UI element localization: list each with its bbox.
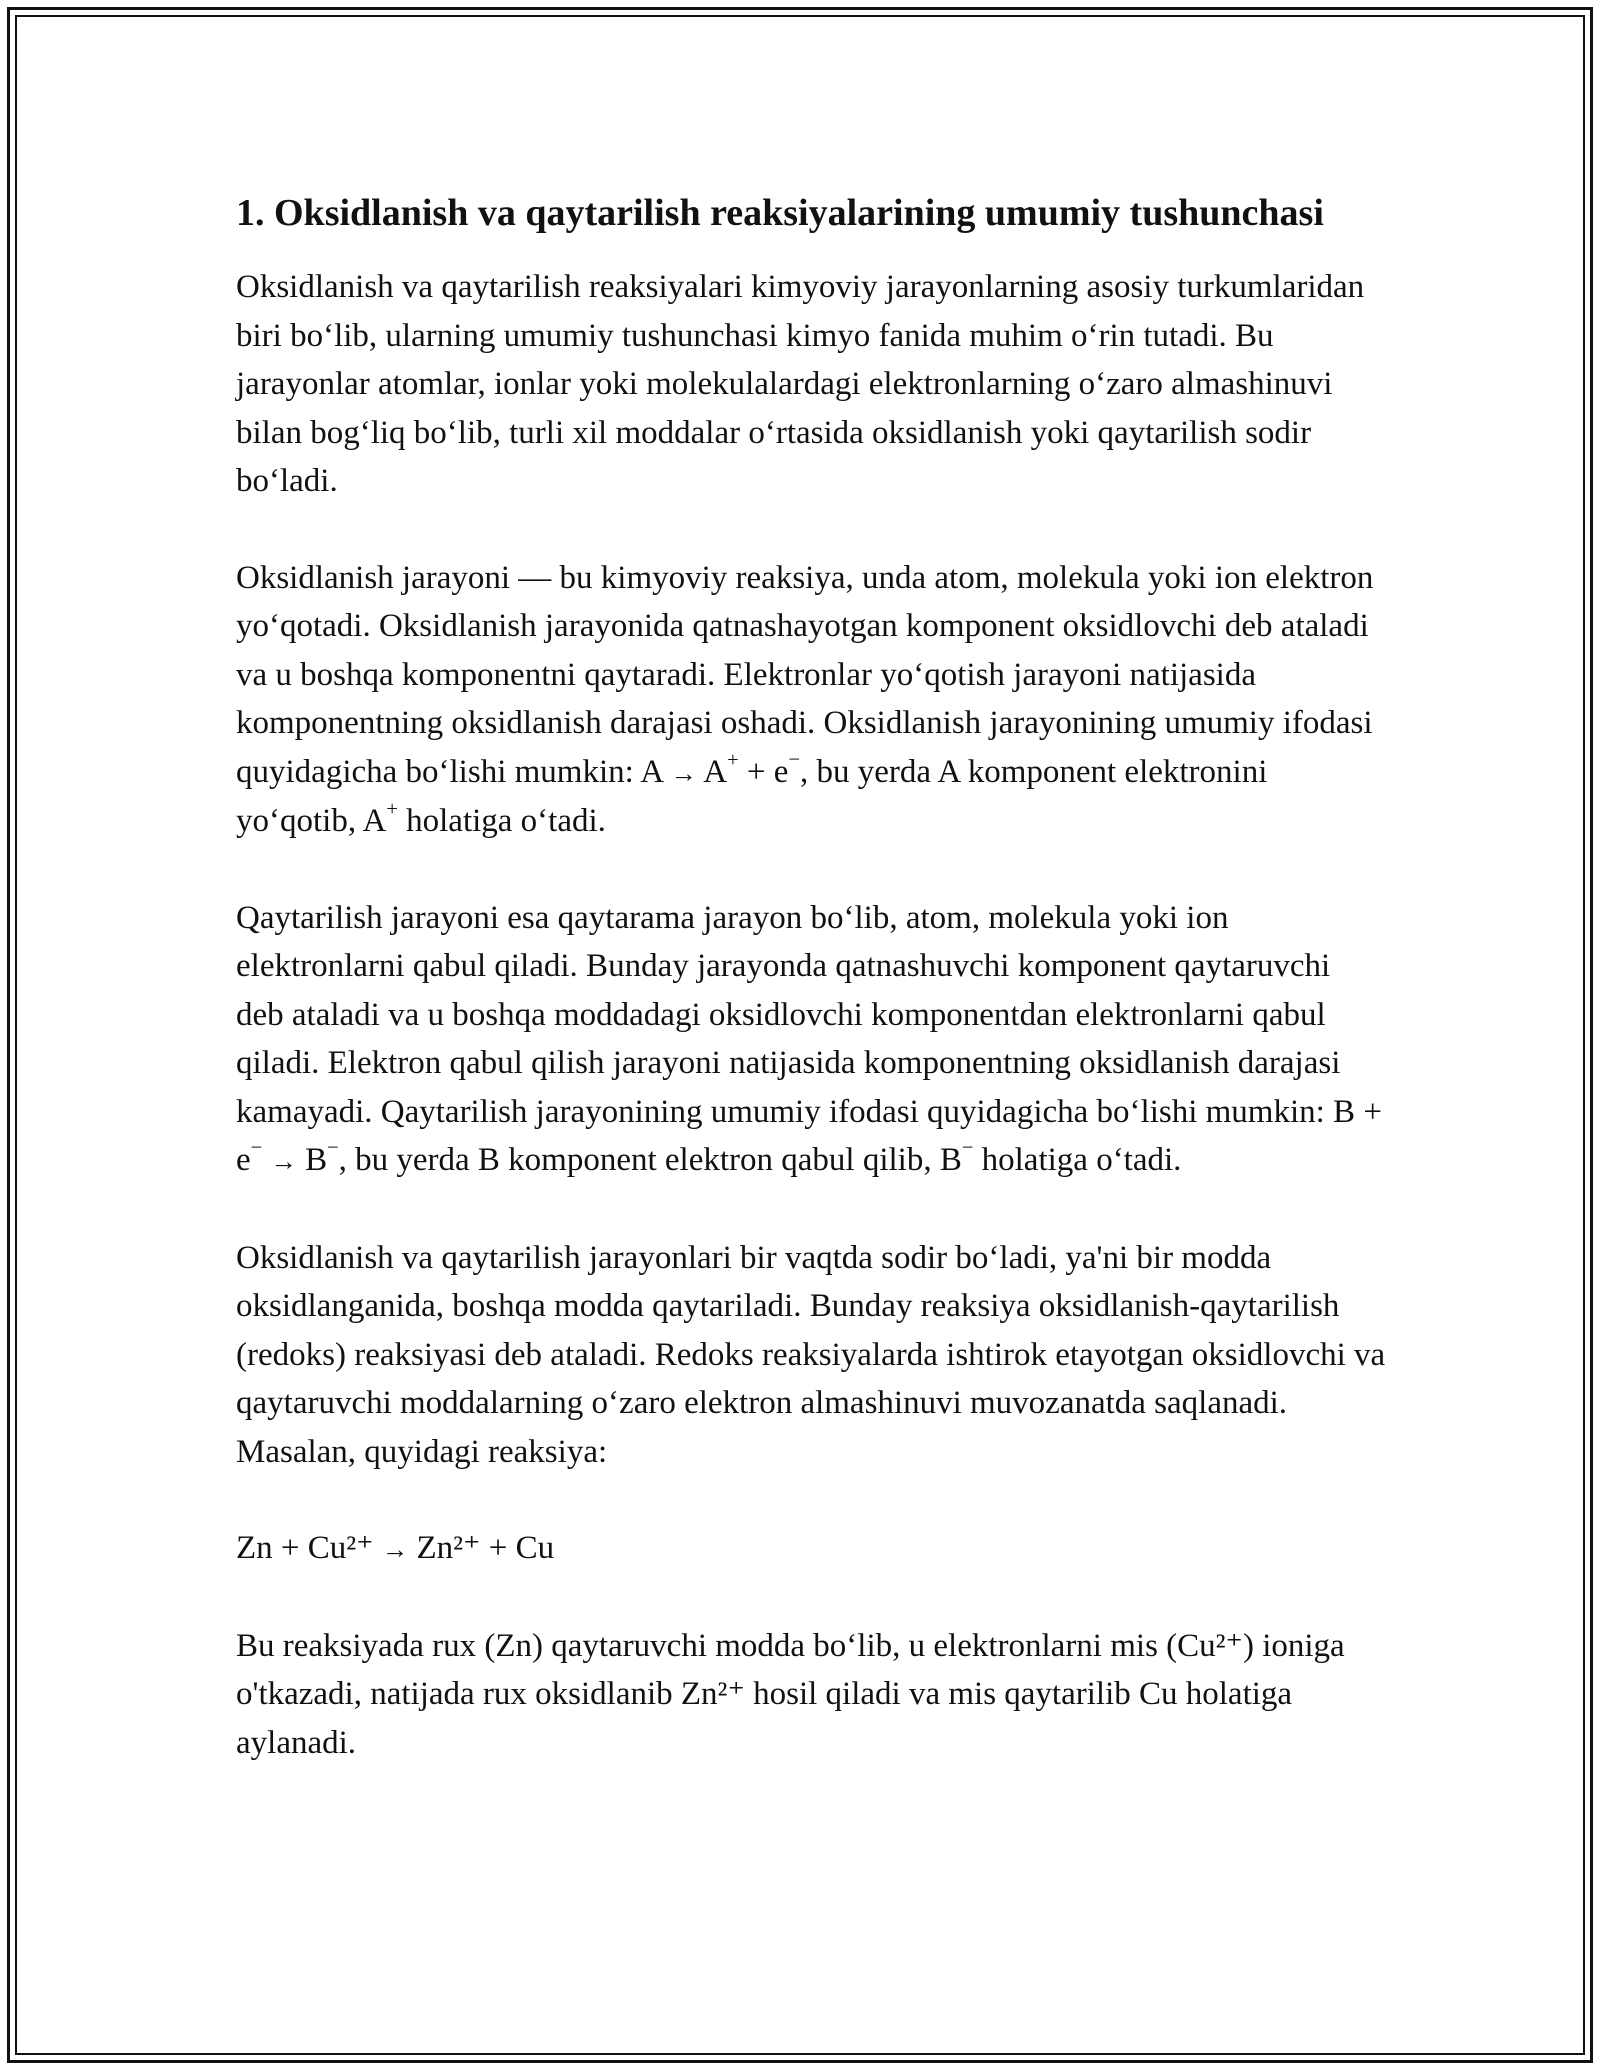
text-run: , bu yerda A komponent elektronini yo‘qotib, A (236, 753, 1268, 839)
paragraph-intro: Oksidlanish va qaytarilish reaksiyalari kimyoviy jarayonlarning asosiy turkumlaridan biri bo‘lib, ularning umumiy tushunchasi kimyo fanida muhim o‘rin tutadi. Bu jarayonlar atomlar, ionlar yoki molekulalardagi elektronlarning o‘zaro almashinuvi bilan bog‘liq bo‘lib, turli xil moddalar o‘rtasida oksidlanish yoki qaytarilish sodir bo‘ladi. (236, 269, 1365, 499)
document-body (236, 186, 1386, 1815)
superscript: + (386, 798, 398, 821)
arrow-symbol: → (381, 1534, 409, 1564)
superscript: − (327, 1137, 339, 1160)
superscript: − (250, 1137, 263, 1160)
superscript: − (788, 748, 800, 771)
text-run: Oksidlanish jarayoni — bu kimyoviy reaksiya, unda atom, molekula yoki ion elektron yo‘qotadi. Oksidlanish jarayonida qatnashayotgan komponent oksidlovchi deb ataladi va u boshqa komponentni qaytaradi. Elektronlar yo‘qotish jarayoni natijasida komponentning oksidlanish darajasi oshadi. Oksidlanish jarayonining umumiy ifodasi quyidagicha bo‘lishi mumkin: A (236, 559, 1374, 790)
text-run: , bu yerda B komponent elektron qabul qilib, B (338, 1142, 962, 1178)
text-run: holatiga o‘tadi. (397, 803, 606, 839)
text-run: holatiga o‘tadi. (973, 1142, 1182, 1178)
text-run: A (696, 753, 728, 790)
reaction-equation (236, 1524, 1386, 1574)
text-run: Zn²⁺ + Cu (408, 1530, 555, 1566)
paragraph-oxidation (236, 554, 1386, 846)
text-run: + e (738, 753, 789, 790)
superscript: − (961, 1137, 974, 1160)
paragraph-redox: Oksidlanish va qaytarilish jarayonlari bir vaqtda sodir bo‘ladi, ya'ni bir modda oksidlanganida, boshqa modda qaytariladi. Bunday reaksiya oksidlanish-qaytarilish (redoks) reaksiyasi deb ataladi. Redoks reaksiyalarda ishtirok etayotgan oksidlovchi va qaytaruvchi moddalarning o‘zaro elektron almashinuvi muvozanatda saqlanadi. Masalan, quyidagi reaksiya: (236, 1239, 1386, 1470)
arrow-symbol: → (270, 1146, 297, 1176)
paragraph-reduction (236, 894, 1386, 1186)
text-run: Zn + Cu²⁺ (236, 1530, 382, 1566)
section-heading: 1. Oksidlanish va qaytarilish reaksiyalarining umumiy tushunchasi (236, 192, 1324, 234)
text-run: B (296, 1142, 328, 1178)
arrow-symbol: → (670, 757, 697, 788)
superscript: + (727, 748, 739, 771)
paragraph-explanation: Bu reaksiyada rux (Zn) qaytaruvchi modda bo‘lib, u elektronlarni mis (Cu²⁺) ioniga o'tkazadi, natijada rux oksidlanib Zn²⁺ hosil qiladi va mis qaytarilib Cu holatiga aylanadi. (236, 1627, 1345, 1761)
text-run: Qaytarilish jarayoni esa qaytarama jarayon bo‘lib, atom, molekula yoki ion elektronlarni qabul qiladi. Bunday jarayonda qatnashuvchi komponent qaytaruvchi deb ataladi va u boshqa moddadagi oksidlovchi komponentdan elektronlarni qabul qiladi. Elektron qabul qilish jarayoni natijasida komponentning oksidlanish darajasi kamayadi. Qaytarilish jarayonining umumiy ifodasi quyidagicha bo‘lishi mumkin: B + e (236, 899, 1382, 1178)
